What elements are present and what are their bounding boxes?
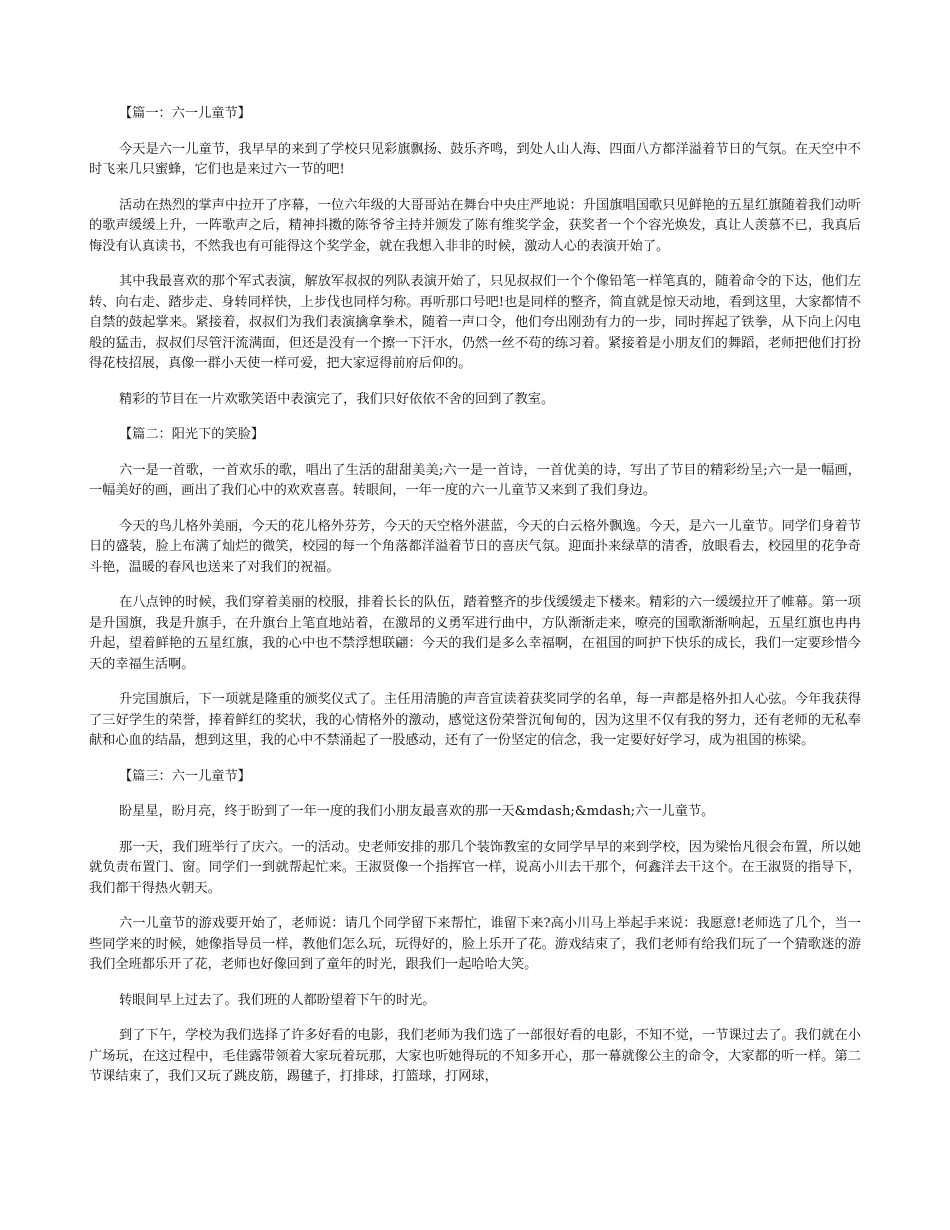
paragraph: 今天的鸟儿格外美丽，今天的花儿格外芬芳，今天的天空格外湛蓝，今天的白云格外飘逸。今天，是六一儿童节。同学们身着节日的盛装，脸上布满了灿烂的微笑，校园的每一个角落都洋溢着节日的喜庆气氛。迎面扑来绿草的清香，放眼看去，校园里的花争奇斗艳，温暖的春风也送来了对我们的祝福。 (89, 518, 861, 575)
paragraph: 转眼间早上过去了。我们班的人都盼望着下午的时光。 (119, 992, 436, 1008)
paragraph: 在八点钟的时候，我们穿着美丽的校服，排着长长的队伍，踏着整齐的步伐缓缓走下楼来。精彩的六一缓缓拉开了帷幕。第一项是升国旗，我是升旗手，在升旗台上笔直地站着，在激昂的义勇军进行曲中，方队渐渐走来，嘹亮的国歌渐渐响起，五星红旗也冉冉升起，望着鲜艳的五星红旗，我的心中也不禁浮想联翩：今天的我们是多么幸福啊，在祖国的呵护下快乐的成长，我们一定要珍惜今天的幸福生活啊。 (89, 595, 861, 672)
section-heading-1: 【篇一：六一儿童节】 (119, 106, 251, 121)
document-body (89, 104, 861, 1103)
paragraph: 活动在热烈的掌声中拉开了序幕，一位六年级的大哥哥站在舞台中央庄严地说：升国旗唱国歌只见鲜艳的五星红旗随着我们动听的歌声缓缓上升，一阵歌声之后，精神抖擞的陈爷爷主持并颁发了陈有维奖学金，获奖者一个个容光焕发，真让人羡慕不已，我真后悔没有认真读书，不然我也有可能得这个奖学金，就在我想入非非的时候，激动人心的表演开始了。 (89, 197, 861, 254)
section-heading-3: 【篇三：六一儿童节】 (119, 768, 251, 784)
paragraph: 升完国旗后，下一项就是隆重的颁奖仪式了。主任用清脆的声音宣读着获奖同学的名单，每一声都是格外扣人心弦。今年我获得了三好学生的荣誉，捧着鲜红的奖状，我的心情格外的激动，感觉这份荣誉沉甸甸的，因为这里不仅有我的努力，还有老师的无私奉献和心血的结晶，想到这里，我的心中不禁涌起了一股感动，还有了一份坚定的信念，我一定要好好学习，成为祖国的栋梁。 (89, 692, 861, 748)
paragraph: 六一儿童节的游戏要开始了，老师说：请几个同学留下来帮忙，谁留下来?高小川马上举起手来说：我愿意!老师选了几个，当一些同学来的时候，她像指导员一样，教他们怎么玩，玩得好的，脸上乐开了花。游戏结束了，我们老师有给我们玩了一个猜歌迷的游我们全班都乐开了花，老师也好像回到了童年的时光，跟我们一起哈哈大笑。 (89, 916, 861, 972)
section-heading-2: 【篇二：阳光下的笑脸】 (119, 427, 265, 442)
paragraph: 其中我最喜欢的那个军式表演，解放军叔叔的列队表演开始了，只见叔叔们一个个像铅笔一样笔真的，随着命令的下达，他们左转、向右走、踏步走、身转同样快，上步伐也同样匀称。再听那口号吧!也是同样的整齐，简直就是惊天动地，看到这里，大家都情不自禁的鼓起掌来。紧接着，叔叔们为我们表演擒拿拳术，随着一声口令，他们夸出刚劲有力的一步，同时挥起了铁拳，从下向上闪电般的猛击，叔叔们尽管汗流满面，但还是没有一个擦一下汗水，仍然一丝不苟的练习着。紧接着是小朋友们的舞蹈，老师把他们打扮得花枝招展，真像一群小天使一样可爱，把大家逗得前府后仰的。 (89, 274, 861, 371)
paragraph: 精彩的节目在一片欢歌笑语中表演完了，我们只好依依不舍的回到了教室。 (119, 391, 555, 407)
paragraph: 今天是六一儿童节，我早早的来到了学校只见彩旗飘扬、鼓乐齐鸣，到处人山人海、四面八方都洋溢着节日的气氛。在天空中不时飞来几只蜜蜂，它们也是来过六一节的吧! (89, 141, 861, 177)
paragraph: 那一天，我们班举行了庆六。一的活动。史老师安排的那几个装饰教室的女同学早早的来到学校，因为梁怡凡很会布置，所以她就负责布置门、窗。同学们一到就帮起忙来。王淑贤像一个指挥官一样，说高小川去干那个，何鑫洋去干这个。在王淑贤的指导下，我们都干得热火朝天。 (89, 839, 861, 896)
paragraph: 到了下午，学校为我们选择了许多好看的电影，我们老师为我们选了一部很好看的电影，不知不觉，一节课过去了。我们就在小广场玩，在这过程中，毛佳露带领着大家玩着玩那，大家也听她得玩的不知多开心，那一幕就像公主的命令，大家都的听一样。第二节课结束了，我们又玩了跳皮筋，踢毽子，打排球，打篮球，打网球， (89, 1028, 861, 1084)
paragraph: 盼星星，盼月亮，终于盼到了一年一度的我们小朋友最喜欢的那一天&mdash;&mdash;六一儿童节。 (119, 804, 715, 819)
paragraph: 六一是一首歌，一首欢乐的歌，唱出了生活的甜甜美美;六一是一首诗，一首优美的诗，写出了节目的精彩纷呈;六一是一幅画，一幅美好的画，画出了我们心中的欢欢喜喜。转眼间，一年一度的六一儿童节又来到了我们身边。 (89, 462, 861, 498)
